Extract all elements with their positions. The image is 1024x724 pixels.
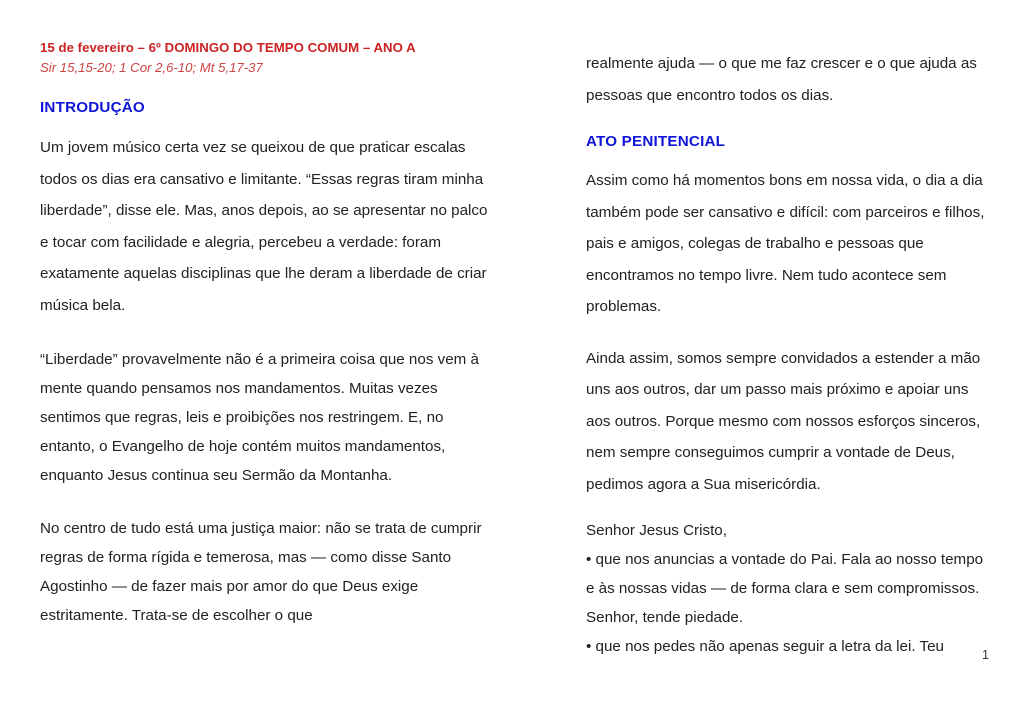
penitential-paragraph-1: Assim como há momentos bons em nossa vida, o dia a dia também pode ser cansativo e difícil: com parceiros e filhos, pais e amigos, colegas de trabalho e pessoas que encontramos no tempo livre. Nem tudo acontece sem problemas.	[586, 172, 985, 315]
page-number: 1	[982, 648, 989, 662]
invocation-opening-line: Senhor Jesus Cristo,	[586, 522, 727, 539]
right-column	[493, 38, 1024, 661]
section-heading-introducao: INTRODUÇÃO	[40, 99, 145, 116]
document-header-title: 15 de fevereiro – 6º DOMINGO DO TEMPO COMUM – ANO A	[40, 40, 416, 55]
intro-paragraph-1: Um jovem músico certa vez se queixou de que praticar escalas todos os dias era cansativo e limitante. “Essas regras tiram minha liberdade”, disse ele. Mas, anos depois, ao se apresentar no palco e tocar com facilidade e alegria, percebeu a verdade: foram exatamente aquelas disciplinas que lhe deram a liberdade de criar música bela.	[40, 139, 488, 314]
intro-paragraph-continuation: realmente ajuda — o que me faz crescer e o que ajuda as pessoas que encontro todos os dias.	[586, 55, 977, 104]
section-heading-ato-penitencial: ATO PENITENCIAL	[586, 133, 726, 150]
invocation-bullet-1: • que nos anuncias a vontade do Pai. Fala ao nosso tempo e às nossas vidas — de forma clara e sem compromissos. Senhor, tende piedade.	[586, 551, 984, 626]
invocation-bullet-2: • que nos pedes não apenas seguir a letra da lei. Teu	[586, 638, 944, 655]
two-column-layout	[0, 38, 1024, 661]
intro-paragraph-2: “Liberdade” provavelmente não é a primeira coisa que nos vem à mente quando pensamos nos mandamentos. Muitas vezes sentimos que regras, leis e proibições nos restringem. E, no entanto, o Evangelho de hoje contém muitos mandamentos, enquanto Jesus continua seu Sermão da Montanha.	[40, 351, 479, 484]
left-column	[0, 38, 493, 630]
penitential-paragraph-2: Ainda assim, somos sempre convidados a estender a mão uns aos outros, dar um passo mais próximo e apoiar uns aos outros. Porque mesmo com nossos esforços sinceros, nem sempre conseguimos cumprir a vontade de Deus, pedimos agora a Sua misericórdia.	[586, 349, 981, 493]
intro-paragraph-3: No centro de tudo está uma justiça maior: não se trata de cumprir regras de forma rígida e temerosa, mas — como disse Santo Agostinho — de fazer mais por amor do que Deus exige estritamente. Trata-se de escolher o que	[40, 520, 482, 624]
scripture-reference: Sir 15,15-20; 1 Cor 2,6-10; Mt 5,17-37	[40, 60, 263, 75]
